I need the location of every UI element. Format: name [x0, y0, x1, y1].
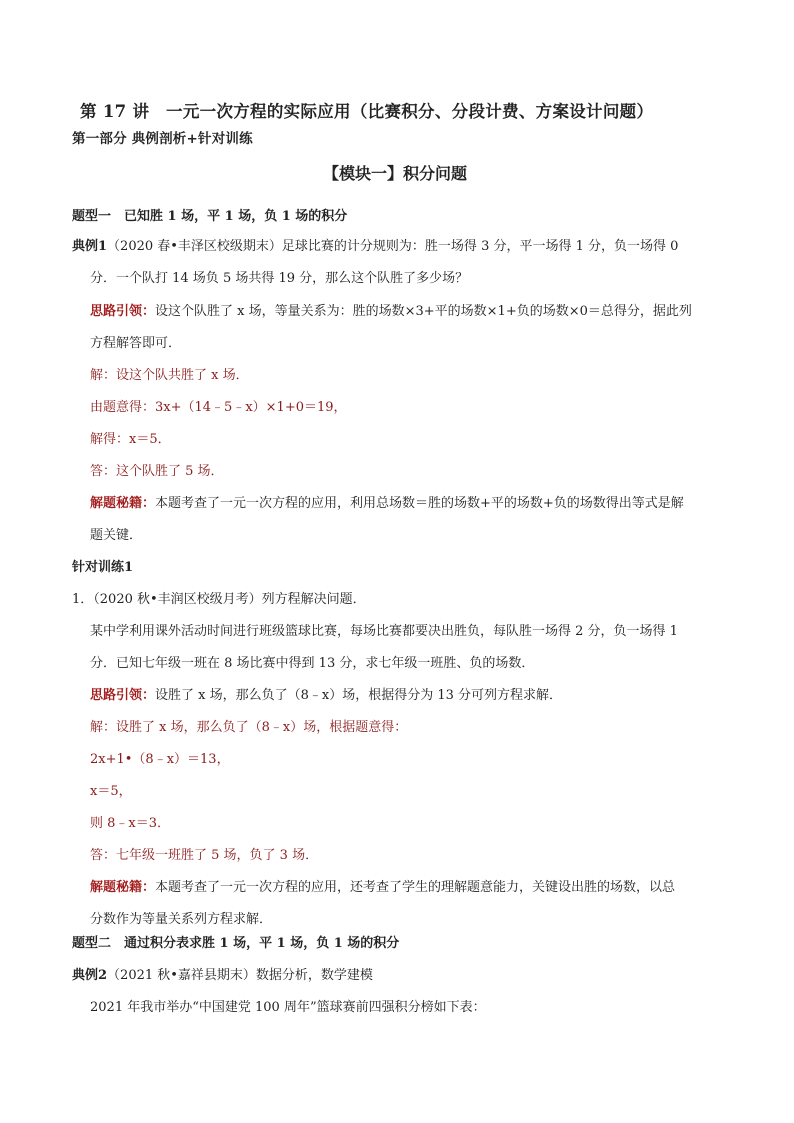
training1-question-1: 1．（2020 秋•丰润区校级月考）列方程解决问题．	[72, 592, 366, 607]
example2-label: 典例2	[72, 968, 108, 983]
hint-text1: 设这个队胜了 x 场，等量关系为：胜的场数×3+平的场数×1+负的场数×0＝总得分，据此列	[155, 304, 692, 319]
training1-question-2: 某中学利用课外活动时间进行班级篮球比赛，每场比赛都要决出胜负，每队胜一场得 2 分，负一场得 1	[90, 624, 678, 639]
training1-solution-1: 解：设胜了 x 场，那么负了（8﹣x）场，根据题意得：	[90, 720, 408, 735]
example1-line2: 分．一个队打 14 场负 5 场共得 19 分，那么这个队胜了多少场？	[90, 271, 469, 286]
type1-heading: 题型一 已知胜 1 场，平 1 场，负 1 场的积分	[72, 209, 348, 224]
example1-secret-line1	[90, 495, 684, 513]
equation: x＝5．	[129, 432, 171, 447]
hint-label: 思路引领：	[90, 688, 156, 703]
solution-prefix: 由题意得：	[90, 400, 156, 415]
example1-hint-line2: 方程解答即可．	[90, 336, 182, 351]
secret-text1: 本题考查了一元一次方程的应用，还考查了学生的理解题意能力，关键设出胜的场数，以总	[155, 880, 676, 895]
part-heading: 第一部分 典例剖析+针对训练	[72, 131, 253, 147]
equation: 3x+（14﹣5﹣x）×1+0＝19，	[155, 400, 347, 415]
example1-text1: （2020 春•丰泽区校级期末）足球比赛的计分规则为：胜一场得 3 分，平一场得 1 分，负一场得 0	[107, 239, 679, 254]
example2-line1	[72, 967, 373, 985]
training1-answer: 答：七年级一班胜了 5 场，负了 3 场．	[90, 848, 319, 863]
training1-heading: 针对训练1	[72, 560, 134, 575]
module-heading: 【模块一】积分问题	[323, 164, 468, 183]
secret-label: 解题秘籍：	[90, 880, 156, 895]
example1-solution-3	[90, 431, 171, 449]
example2-intro: 2021 年我市举办“中国建党 100 周年”篮球赛前四强积分榜如下表：	[90, 1000, 486, 1015]
example1-label: 典例1	[72, 239, 108, 254]
example1-secret-line2: 题关键．	[90, 528, 143, 543]
training1-hint	[90, 687, 562, 705]
training1-equation-1: 2x+1•（8﹣x）＝13，	[90, 752, 230, 767]
type2-heading: 题型二 通过积分表求胜 1 场，平 1 场，负 1 场的积分	[72, 936, 400, 951]
example1-hint-line1	[90, 303, 692, 321]
example1-solution-1: 解：设这个队共胜了 x 场．	[90, 368, 249, 383]
example1-answer: 答：这个队胜了 5 场．	[90, 464, 224, 479]
example1-line1	[72, 238, 678, 256]
training1-question-3: 分．已知七年级一班在 8 场比赛中得到 13 分，求七年级一班胜、负的场数．	[90, 656, 535, 671]
training1-equation-3: 则 8﹣x＝3．	[90, 816, 171, 831]
hint-label: 思路引领：	[90, 304, 156, 319]
example2-text: （2021 秋•嘉祥县期末）数据分析，数学建模	[107, 968, 373, 983]
training1-equation-2: x＝5，	[90, 784, 132, 799]
training1-secret-line2: 分数作为等量关系列方程求解．	[90, 912, 273, 927]
hint-text: 设胜了 x 场，那么负了（8﹣x）场，根据得分为 13 分可列方程求解．	[155, 688, 563, 703]
secret-text1: 本题考查了一元一次方程的应用，利用总场数＝胜的场数+平的场数+负的场数得出等式是解	[155, 496, 684, 511]
example1-solution-2	[90, 399, 347, 417]
secret-label: 解题秘籍：	[90, 496, 156, 511]
solution-prefix: 解得：	[90, 432, 130, 447]
page-title: 第 17 讲 一元一次方程的实际应用（比赛积分、分段计费、方案设计问题）	[80, 102, 654, 121]
training1-secret-line1	[90, 879, 675, 897]
